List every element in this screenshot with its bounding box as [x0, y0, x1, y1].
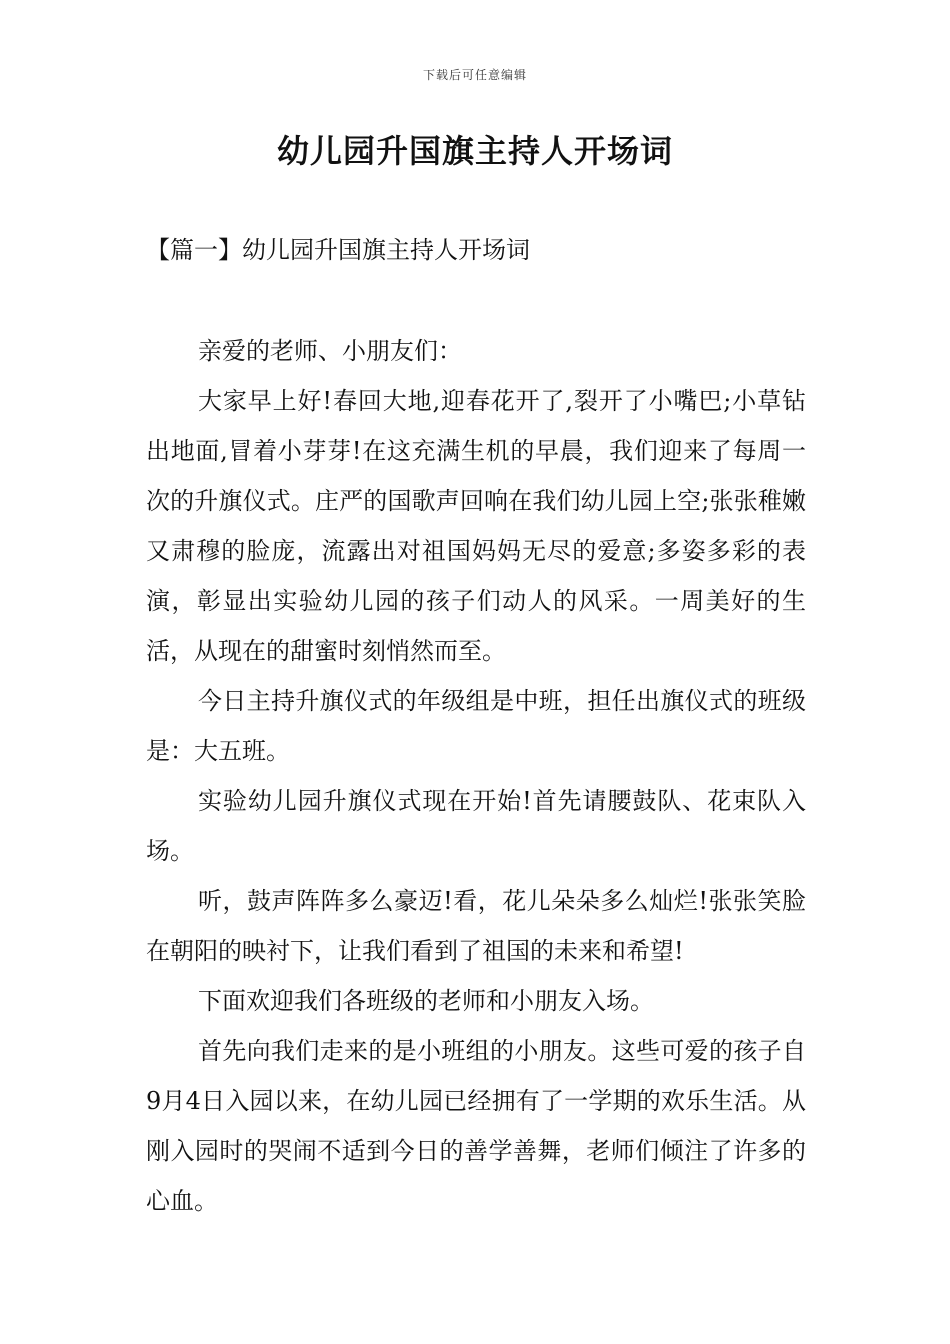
paragraph-drums: 听，鼓声阵阵多么豪迈!看，花儿朵朵多么灿烂!张张笑脸在朝阳的映衬下，让我们看到了祖国的未来和希望! — [146, 887, 806, 965]
section-heading: 【篇一】幼儿园升国旗主持人开场词 — [146, 236, 530, 264]
body-text — [146, 326, 806, 1226]
paragraph-small-class: 首先向我们走来的是小班组的小朋友。这些可爱的孩子自9月4日入园以来，在幼儿园已经拥有了一学期的欢乐生活。从刚入园时的哭闹不适到今日的善学善舞，老师们倾注了许多的心血。 — [146, 1037, 806, 1215]
paragraph-greeting: 亲爱的老师、小朋友们： — [198, 337, 462, 365]
paragraph-host-class: 今日主持升旗仪式的年级组是中班，担任出旗仪式的班级是：大五班。 — [146, 687, 806, 765]
document-title: 幼儿园升国旗主持人开场词 — [276, 132, 673, 170]
paragraph-welcome: 下面欢迎我们各班级的老师和小朋友入场。 — [198, 987, 654, 1015]
paragraph-ceremony-start: 实验幼儿园升旗仪式现在开始!首先请腰鼓队、花束队入场。 — [146, 787, 806, 865]
header-note: 下载后可任意编辑 — [422, 68, 527, 82]
paragraph-opening: 大家早上好!春回大地,迎春花开了,裂开了小嘴巴;小草钻出地面,冒着小芽芽!在这充满生机的早晨，我们迎来了每周一次的升旗仪式。庄严的国歌声回响在我们幼儿园上空;张张稚嫩又肃穆的脸庞，流露出对祖国妈妈无尽的爱意;多姿多彩的表演，彰显出实验幼儿园的孩子们动人的风采。一周美好的生活，从现在的甜蜜时刻悄然而至。 — [146, 387, 806, 665]
